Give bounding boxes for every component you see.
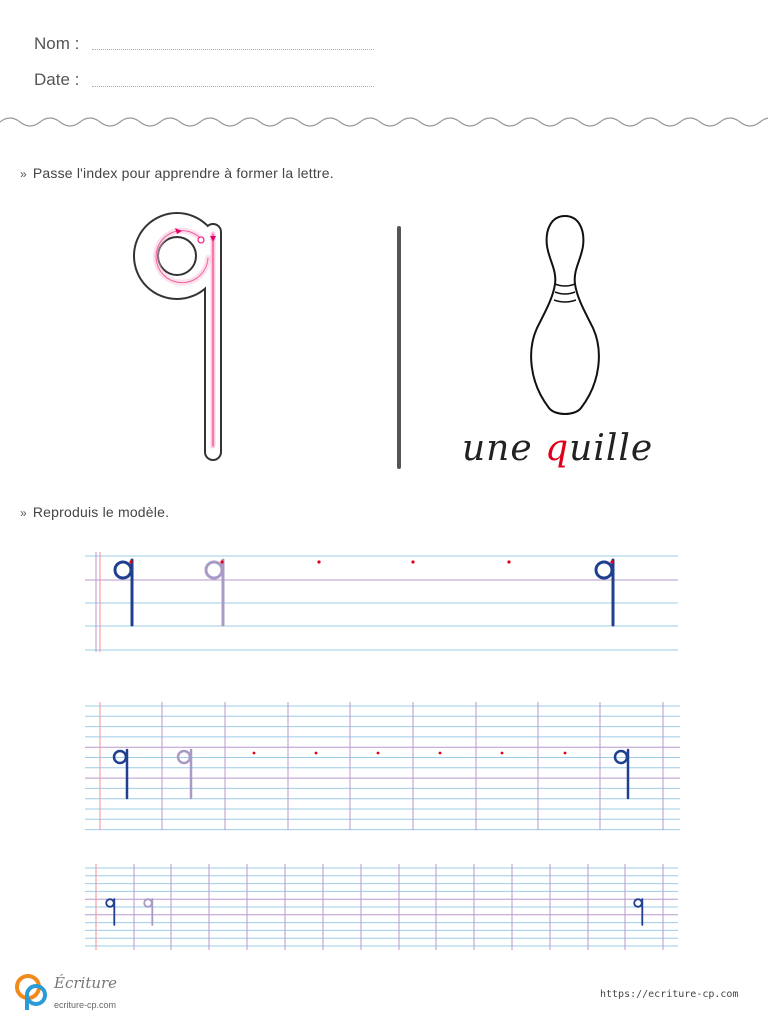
wavy-divider	[0, 112, 768, 132]
start-dot	[315, 752, 318, 755]
word-une-quille	[462, 428, 653, 469]
logo-url: ecriture-cp.com	[54, 1000, 117, 1010]
start-dot	[220, 560, 223, 563]
ghost-letter-q	[144, 899, 152, 925]
double-chevron-icon: »	[20, 506, 27, 520]
traceable-letter[interactable]	[120, 212, 240, 472]
double-chevron-icon: »	[20, 167, 27, 181]
date-label: Date :	[34, 70, 80, 89]
model-letter-q	[634, 899, 642, 925]
logo-title: Écriture	[54, 974, 118, 992]
start-dot	[129, 560, 132, 563]
trace-instruction	[20, 165, 334, 181]
model-letter-q	[596, 560, 613, 625]
reproduce-instruction-text: Reproduis le modèle.	[32, 504, 170, 520]
word-highlight-letter: q	[545, 428, 570, 469]
name-label: Nom :	[34, 34, 80, 53]
model-letter-q	[106, 899, 114, 925]
start-dot	[501, 752, 504, 755]
name-field[interactable]	[92, 49, 374, 50]
start-dot	[411, 560, 414, 563]
start-dot	[439, 752, 442, 755]
logo-mark-icon	[14, 968, 50, 1012]
vertical-separator	[397, 226, 401, 469]
site-url[interactable]: https://ecriture-cp.com	[600, 989, 739, 1000]
start-dot	[610, 560, 613, 563]
start-dot	[564, 752, 567, 755]
start-dot	[377, 752, 380, 755]
start-dot	[507, 560, 510, 563]
date-field[interactable]	[92, 86, 374, 87]
ghost-letter-q	[206, 560, 223, 625]
bowling-pin-icon	[525, 212, 605, 418]
start-dot	[317, 560, 320, 563]
model-letter-q	[115, 560, 132, 625]
reproduce-instruction	[20, 504, 169, 520]
word-part-before: une	[462, 428, 546, 469]
start-dot	[253, 752, 256, 755]
trace-instruction-text: Passe l'index pour apprendre à former la lettre.	[32, 165, 334, 181]
writing-practice-area[interactable]	[0, 540, 768, 960]
word-part-after: uille	[569, 428, 654, 469]
